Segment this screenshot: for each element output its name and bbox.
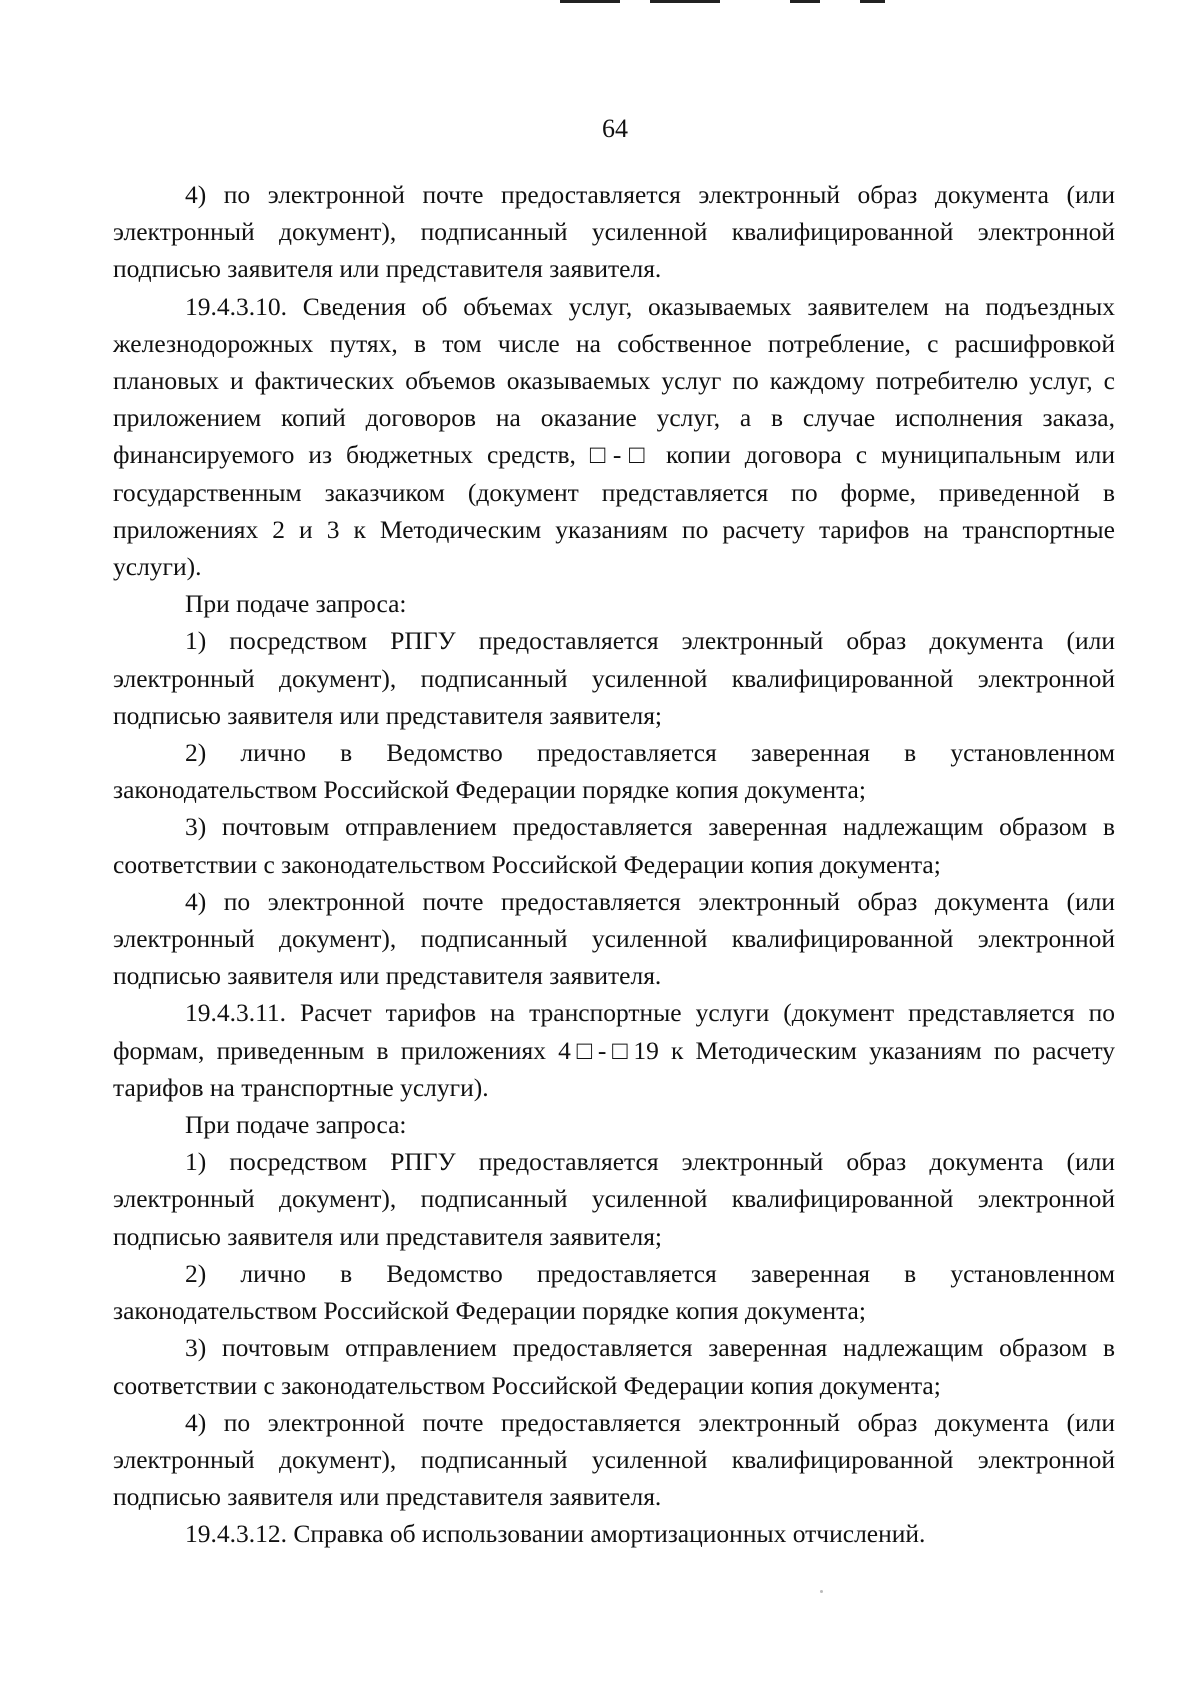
scan-speck (820, 1590, 823, 1593)
paragraph: 4) по электронной почте предоставляется электронный образ документа (или электронный документ), подписанный усиленной квалифицированной электронной подписью заявителя или представителя заявителя. (113, 1407, 1115, 1512)
paragraph: 3) почтовым отправлением предоставляется заверенная надлежащим образом в соответствии с законодательством Российской Федерации копия документа; (113, 812, 1115, 879)
page-number: 64 (602, 114, 628, 143)
scan-top-artifact (560, 0, 940, 4)
paragraph: 1) посредством РПГУ предоставляется электронный образ документа (или электронный документ), подписанный усиленной квалифицированной электронной подписью заявителя или представителя заявителя; (113, 626, 1115, 730)
paragraph: 19.4.3.10. Сведения об объемах услуг, оказываемых заявителем на подъездных железнодорожных путях, в том числе на собственное потребление, с расшифровкой плановых и фактических объемов оказываемых услуг по каждому потребителю услуг, с приложением копий договоров на оказание услуг, а в случае исполнения заказа, финансируемого из бюджетных средств, □-□ копии договора с муниципальным или государственным заказчиком (документ представляется по форме, приведенной в приложениях 2 и 3 к Методическим указаниям по расчету тарифов на транспортные услуги). (113, 291, 1115, 582)
paragraph: 19.4.3.12. Справка об использовании амортизационных отчислений. (185, 1519, 926, 1549)
document-body (113, 176, 1115, 1553)
paragraph: 2) лично в Ведомство предоставляется заверенная в установленном законодательством Российской Федерации порядке копия документа; (113, 1258, 1115, 1326)
paragraph: 1) посредством РПГУ предоставляется электронный образ документа (или электронный документ), подписанный усиленной квалифицированной электронной подписью заявителя или представителя заявителя; (113, 1147, 1115, 1251)
paragraph: При подаче запроса: (185, 589, 407, 619)
paragraph: 4) по электронной почте предоставляется электронный образ документа (или электронный документ), подписанный усиленной квалифицированной электронной подписью заявителя или представителя заявителя. (113, 886, 1115, 991)
paragraph: 4) по электронной почте предоставляется электронный образ документа (или электронный документ), подписанный усиленной квалифицированной электронной подписью заявителя или представителя заявителя. (113, 180, 1115, 284)
paragraph: 3) почтовым отправлением предоставляется заверенная надлежащим образом в соответствии с законодательством Российской Федерации копия документа; (113, 1333, 1115, 1400)
paragraph: 19.4.3.11. Расчет тарифов на транспортные услуги (документ представляется по формам, приведенным в приложениях 4□-□19 к Методическим указаниям по расчету тарифов на транспортные услуги). (113, 998, 1115, 1102)
paragraph: 2) лично в Ведомство предоставляется заверенная в установленном законодательством Российской Федерации порядке копия документа; (113, 738, 1115, 805)
paragraph: При подаче запроса: (185, 1110, 407, 1140)
